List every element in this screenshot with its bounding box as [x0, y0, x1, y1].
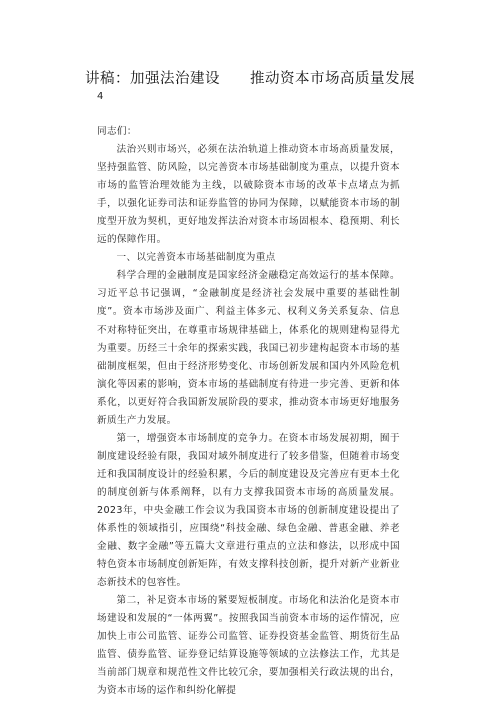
- paragraph: 法治兴则市场兴，必须在法治轨道上推动资本市场高质量发展，坚持强监管、防风险，以完善资本市场基础制度为重点，以提升资本市场的监管治理效能为主线，以破除资本市场的改革卡点堵点为抓手，以强化证券司法和证券监管的协同为保障，以赋能资本市场的制度型开放为契机，更好地发挥法治对资本市场固根本、稳预期、利长远的保障作用。: [97, 144, 400, 246]
- salutation: 同志们：: [97, 126, 137, 137]
- document-body: [97, 123, 400, 701]
- paragraph: 第一，增强资本市场制度的竞争力。在资本市场发展初期，囿于制度建设经验有限，我国对域外制度进行了较多借鉴，但随着市场变迁和我国制度设计的经验积累，今后的制度建设及完善应有更本土化的制度创新与体系阐释，以有力支撑我国资本市场的高质量发展。2023年，中央金融工作会议为我国资本市场的创新制度建设提出了体系性的领域指引，应围绕“科技金融、绿色金融、普惠金融、养老金融、数字金融”等五篇大文章进行重点的立法和修法，以形成中国特色资本市场制度创新矩阵，有效支撑科技创新，提升对新产业新业态新技术的包容性。: [97, 432, 400, 589]
- paragraph: 第二，补足资本市场的紧要短板制度。市场化和法治化是资本市场建设和发展的“一体两翼”。按照我国当前资本市场的运作情况，应加快上市公司监管、证券公司监管、证券投资基金监管、期货衍生品监管、债券监管、证券登记结算设施等领域的立法修法工作，尤其是当前部门规章和规范性文件比较冗余，要加强相关行政法规的出台，为资本市场的运作和纠纷化解提: [97, 595, 400, 697]
- paragraph: 科学合理的金融制度是国家经济金融稳定高效运行的基本保障。习近平总书记强调，“金融制度是经济社会发展中重要的基础性制度”。资本市场涉及面广、利益主体多元、权利义务关系复杂、信息不对称特征突出，在尊重市场规律基础上，体系化的规则建构显得尤为重要。历经三十余年的探索实践，我国已初步建构起资本市场的基础制度框架，但由于经济形势变化、市场创新发展和国内外风险危机演化等因素的影响，资本市场的基础制度有待进一步完善、更新和体系化，以更好符合我国新发展阶段的要求，推动资本市场更好地服务新质生产力发展。: [97, 270, 400, 426]
- section-heading: 一、以完善资本市场基础制度为重点: [116, 252, 276, 264]
- document-title: 讲稿：加强法治建设 推动资本市场高质量发展: [85, 71, 415, 87]
- document-number: 4: [97, 91, 104, 102]
